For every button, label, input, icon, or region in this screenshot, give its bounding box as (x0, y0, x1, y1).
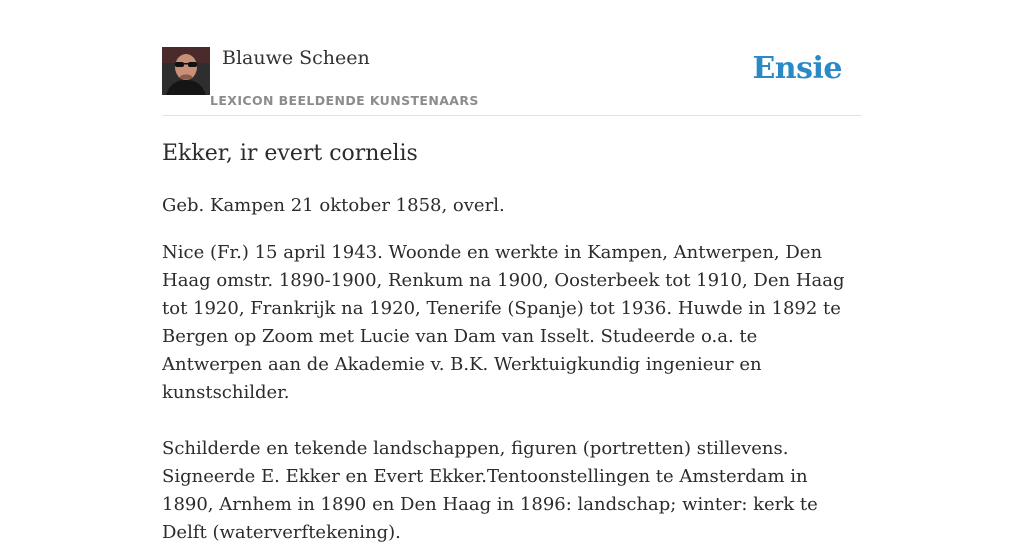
page-title: Ekker, ir evert cornelis (162, 141, 418, 166)
brand-logo[interactable]: Ensie (752, 51, 842, 86)
avatar-portrait-icon (162, 47, 210, 95)
article-intro: Geb. Kampen 21 oktober 1858, overl. (162, 195, 505, 216)
collection-label[interactable]: LEXICON BEELDENDE KUNSTENAARS (210, 93, 479, 108)
article-body (162, 192, 862, 547)
article-paragraph-1: Nice (Fr.) 15 april 1943. Woonde en werkte in Kampen, Antwerpen, Den Haag omstr. 1890-1900, Renkum na 1900, Oosterbeek tot 1910, Den Haag tot 1920, Frankrijk na 1920, Tenerife (Spanje) tot 1936. Huwde in 1892 te Bergen op Zoom met Lucie van Dam van Isselt. Studeerde o.a. te Antwerpen aan de Akademie v. B.K. Werktuigkundig ingenieur en kunstschilder. (162, 242, 845, 403)
article-paragraph-2: Schilderde en tekende landschappen, figuren (portretten) stillevens. Signeerde E. Ekker en Evert Ekker.Tentoonstellingen te Amsterdam in 1890, Arnhem in 1890 en Den Haag in 1896: landschap; winter: kerk te Delft (waterverftekening). (162, 438, 818, 543)
author-name[interactable]: Blauwe Scheen (222, 47, 370, 69)
header-divider (162, 115, 862, 116)
author-avatar[interactable] (162, 47, 210, 95)
